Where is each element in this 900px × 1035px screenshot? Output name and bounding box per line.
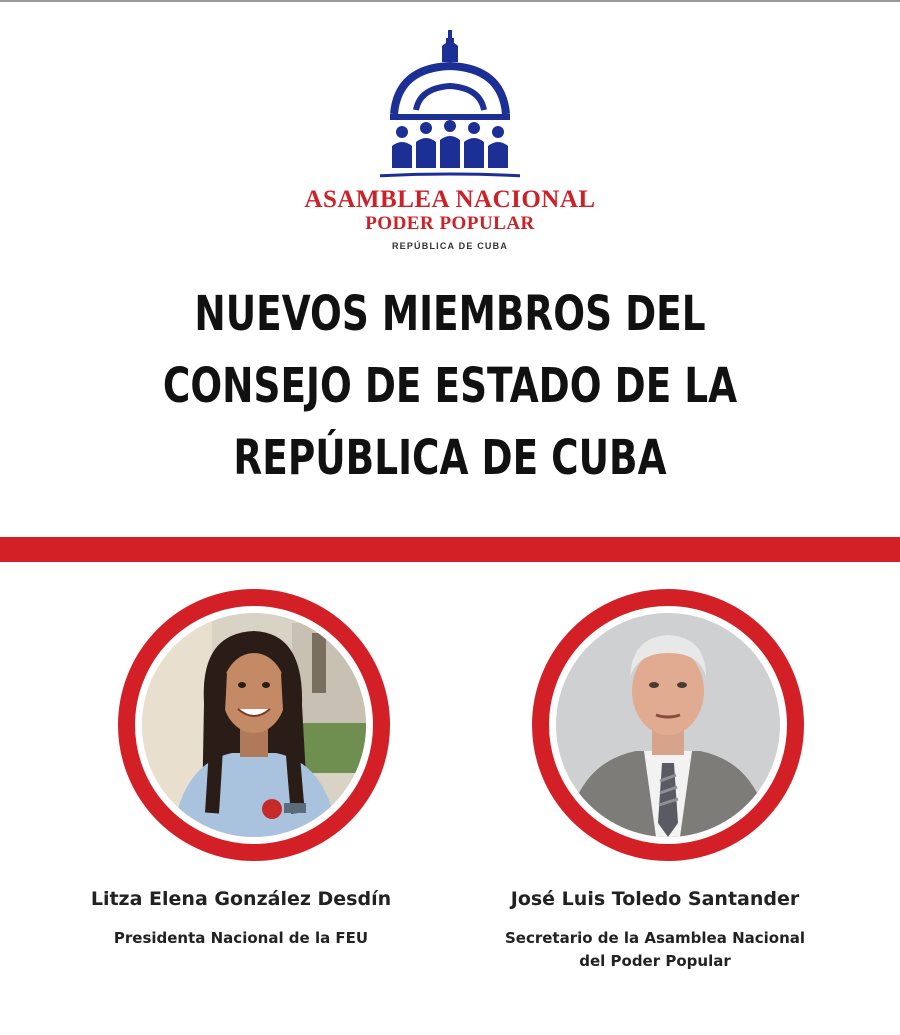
assembly-logo	[300, 28, 600, 263]
member-role-jose-luis	[445, 927, 865, 973]
red-divider-bar	[0, 537, 900, 562]
headline-line-3: REPÚBLICA DE CUBA	[233, 430, 667, 486]
portrait-photo-jose-luis	[556, 613, 780, 837]
logo-title: ASAMBLEA NACIONAL	[304, 186, 596, 213]
portrait-jose-luis	[532, 589, 804, 861]
headline-line-2: CONSEJO DE ESTADO DE LA	[162, 358, 738, 414]
member-name-jose-luis: José Luis Toledo Santander	[510, 888, 800, 910]
capitol-dome-people-icon	[380, 28, 520, 188]
top-border	[0, 0, 900, 2]
logo-country: REPÚBLICA DE CUBA	[391, 241, 509, 251]
portrait-litza	[118, 589, 390, 861]
portrait-photo-litza	[142, 613, 366, 837]
member-name-litza: Litza Elena González Desdín	[90, 888, 392, 910]
headline-line-1: NUEVOS MIEMBROS DEL	[194, 286, 706, 342]
member-role-line: del Poder Popular	[579, 952, 731, 970]
member-role-line: Presidenta Nacional de la FEU	[113, 929, 369, 947]
logo-subtitle: PODER POPULAR	[365, 213, 535, 234]
headline	[99, 278, 801, 494]
member-role-line: Secretario de la Asamblea Nacional	[504, 929, 806, 947]
member-role-litza	[31, 927, 451, 950]
